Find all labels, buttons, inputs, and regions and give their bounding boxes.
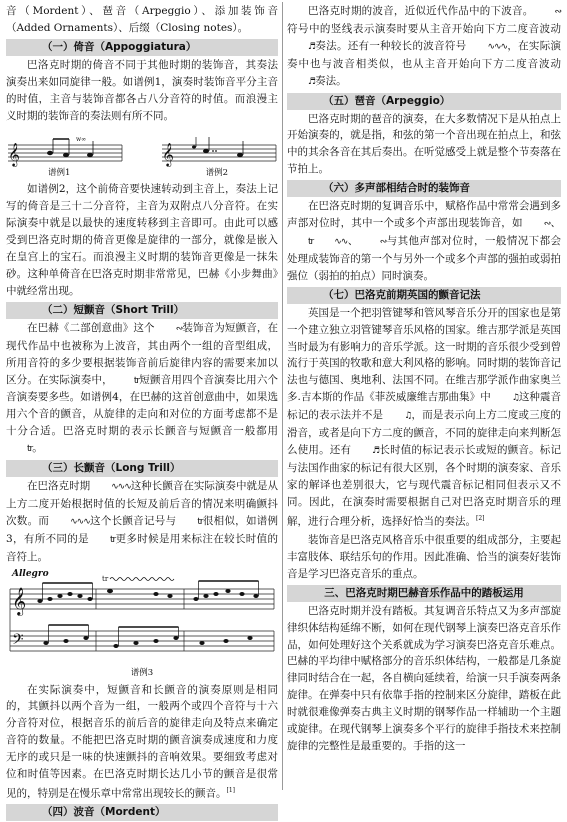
paragraph: 音（Mordent）、琶音（Arpeggio）、添加装饰音（Added Ornaments）、后缀（Closing notes）。	[6, 5, 278, 34]
music-example-3	[6, 569, 278, 667]
trill-short-icon: tr	[197, 516, 203, 527]
paragraph: 装饰音是巴洛克风格音乐中很重要的组成部分，主要起丰富肢体、联结乐句的作用。因此准确、恰当的演奏好装饰音是学习巴洛克音乐的重点。	[287, 533, 561, 580]
trill-short-icon: tr	[133, 375, 140, 386]
right-column	[287, 3, 561, 755]
section-heading-short-trill: （二）短颤音（Short Trill）	[6, 302, 278, 319]
mordent-icon: ∾	[175, 323, 183, 334]
tempo-marking: Allegro	[12, 568, 49, 579]
paragraph: 在巴赫《二部创意曲》这个 ∾装饰音为短颤音，在现代作品中也被称为上波音，其由两个一组的音型组成，所用音符的多少要根据装饰音前后旋律内容的需要来加以区分。在实际演奏中， tr短颤音用四个音演奏比用六个音演奏要多些。如谱例4，在巴赫的这首创意曲中，如果选用六个音的颤音，从旋律的走向和对位的方面考虑都不是十分合适。巴洛克时期的表示长颤音与短颤音一般都用tr。	[6, 320, 278, 458]
mordent-icon: ∾	[543, 219, 551, 230]
notes-icon: ♬	[372, 445, 380, 456]
trill-short-icon: tr	[27, 444, 33, 455]
paragraph: 巴洛克时期的倚音不同于其他时期的装饰音，其奏法演奏出来如同旋律一般。如谱例1，演奏时装饰音平分主音的时值，主音与装饰音都各占八分音符的时值。而浪漫主义时期的装饰音的奏法则有所不同。	[6, 58, 278, 122]
section-heading-appoggiatura: （一）倚音（Appoggiatura）	[6, 39, 278, 56]
footnote-marker: [2]	[476, 514, 485, 522]
notes-icon: ♬	[308, 76, 316, 87]
svg-text:tr: tr	[102, 574, 109, 583]
music-example-2	[160, 133, 278, 167]
example-2-caption: 谱例2	[205, 168, 228, 179]
paragraph: 巴洛克时期的琶音的演奏，在大多数情况下是从拍点上开始演奏的，就是指，和弦的第一个音出现在拍点上，和弦中的其余各音在其后奏出。在听觉感受上就是整个节奏落在节拍上。	[287, 112, 561, 176]
paragraph: 巴洛克时期并没有踏板。其复调音乐特点又为多声部旋律织体结构延绵不断，如何在现代钢琴上演奏巴洛克音乐作品，如何处理好这个关系就成为学习演奏巴洛克音乐难点。巴赫的平均律中赋格部分的音乐织体结构，一般都是几条旋律同时结合在一起，各自横向延续着，给演一只手演奏两条旋律。在弹奏中只有依靠手指的控制来区分旋律，踏板在此时就很难像弹奏古典主义时期的钢琴作品一样辅助一个主题或旋律。在现代钢琴上演奏多个平行的旋律手指技术来控制旋律的完整性是最重要的。手指的这一	[287, 604, 561, 752]
music-example-1	[6, 133, 124, 167]
svg-text:𝄞: 𝄞	[12, 586, 27, 615]
paragraph: 在实际演奏中，短颤音和长颤音的演奏原则是相同的，其颤抖以两个音为一组，一般两个或四个音符与十六分音符对位，根据音乐的前后音的旋律走向及特点来确定音符的数量。不能把巴洛克时期的颤音演奏成速度和力度无序的或只是一味的快速颤抖的音响效果。要细致考虑对位和时值等因素。在巴洛克时期长达几小节的颤音是很常见的，特别是在慢乐章中常常出现较长的颤音。[1]	[6, 683, 278, 800]
paragraph: 在巴洛克时期 ∿∿∿这种长颤音在实际演奏中就是从上方二度开始根据时值的长短及前后音的情况来明确颤抖次数。而 ∿∿∿这个长颤音记号与 tr很相似，如谱例3，有所不同的是 tr更多时候是用来标注在较长时值的音符上。	[6, 480, 279, 563]
tremolo-notes-icon: ♫	[404, 411, 412, 422]
trill-icon: tr	[308, 236, 314, 247]
chapter-heading-pedal: 三、巴洛克时期巴赫音乐作品中的踏板运用	[287, 585, 561, 602]
section-heading-arpeggio: （五）琶音（Arpeggio）	[287, 93, 561, 110]
trill-long-icon: ∿∿∿	[111, 482, 131, 493]
svg-text:w∞: w∞	[76, 136, 87, 144]
paragraph: 英国是一个把羽管键琴和管风琴音乐分开的国家也是第一个建立独立羽管键琴音乐风格的国家。维吉那学派是英国当时最为有影响力的音乐学派。这一时期的音乐很少受到曾流行于英国的牧歌和意大利风格的影响。同时期的装饰音记法也与德国、奥地利、法国不同。在维吉那学派作曲家奥兰多.吉本斯的作品《菲茨威廉维吉那曲集》中 ♫这种震音标记的表示法并不是 ♫，而是表示向上方二度或三度的滑音，或者是向下方二度的颤音，不同的旋律走向来判断怎么使用。还有 ♬长时值的标记表示长或短的颤音。标记与法国作曲家的标记有很大区别，各个时期的演奏家、音乐家的解译也差别很大，它与现代震音标记相同但表示又不同。因此，在演奏时需要根据自己对巴洛克时期音乐的理解，进行合理分析，选择好恰当的奏法。[2]	[287, 306, 562, 528]
svg-text:𝄞: 𝄞	[162, 142, 174, 167]
paragraph: 巴洛克时期的波音，近似近代作品中的下波音。 ∾符号中的竖线表示演奏时要从主音开始向下方二度音波动♬奏法。还有一种较长的波音符号 ∿∿∿，在实际演奏中也与波音相类似，也从主音开始向下方二度音波动♬奏法。	[287, 3, 561, 91]
notes-icon: ♬	[308, 41, 316, 52]
section-heading-long-trill: （三）长颤音（Long Trill）	[6, 460, 278, 477]
trill-short-icon: tr	[110, 534, 116, 545]
tremolo-notes-icon: ♫	[511, 393, 519, 404]
example-3-caption: 谱例3	[130, 667, 154, 678]
music-examples-1-2	[6, 127, 278, 167]
left-column	[6, 3, 278, 822]
wavy-line-icon: ∿∿	[334, 236, 348, 247]
column-divider	[282, 2, 283, 790]
svg-text:𝄞: 𝄞	[8, 142, 20, 167]
svg-text:𝄢: 𝄢	[12, 630, 24, 652]
footnote-marker: [1]	[226, 787, 235, 794]
paragraph: 如谱例2，这个前倚音要快速转动到主音上，奏法上记写的倚音是三十二分音符，主音为双附点八分音符。在实际演奏中就是以最快的速度转移到主音即可。由此可以感受到巴洛克时期的倚音更像是旋律的一部分，就像是嵌入在皇宫上的宝石。而浪漫主义时期的装饰音更像是一抹朱砂。这种单倚音在巴洛克时期非常常见，巴赫《小步舞曲》中就经常出现。	[6, 183, 278, 297]
mordent-icon: ∾	[379, 236, 387, 247]
section-heading-mordent: （四）波音（Mordent）	[6, 804, 278, 821]
section-heading-polyphonic: （六）多声部相结合时的装饰音	[287, 180, 561, 197]
section-heading-english-trill: （七）巴洛克前期英国的颤音记法	[287, 287, 561, 304]
trill-long-icon: ∿∿∿	[70, 516, 90, 527]
mordent-icon: ∾	[554, 7, 561, 17]
example-1-caption: 谱例1	[48, 168, 71, 179]
long-mordent-icon: ∿∿∿	[487, 41, 508, 52]
paragraph: 在巴洛克时期的复调音乐中，赋格作品中常常会遇到多声部对位时，其中一个或多个声部出现装饰音，如 ∾、tr ∿∿、 ∾与其他声部对位时，一般情况下都会处理成装饰音的第一个与另外一个或多个声部的强拍或弱拍强位（弱拍的拍点）同时演奏。	[287, 200, 562, 282]
